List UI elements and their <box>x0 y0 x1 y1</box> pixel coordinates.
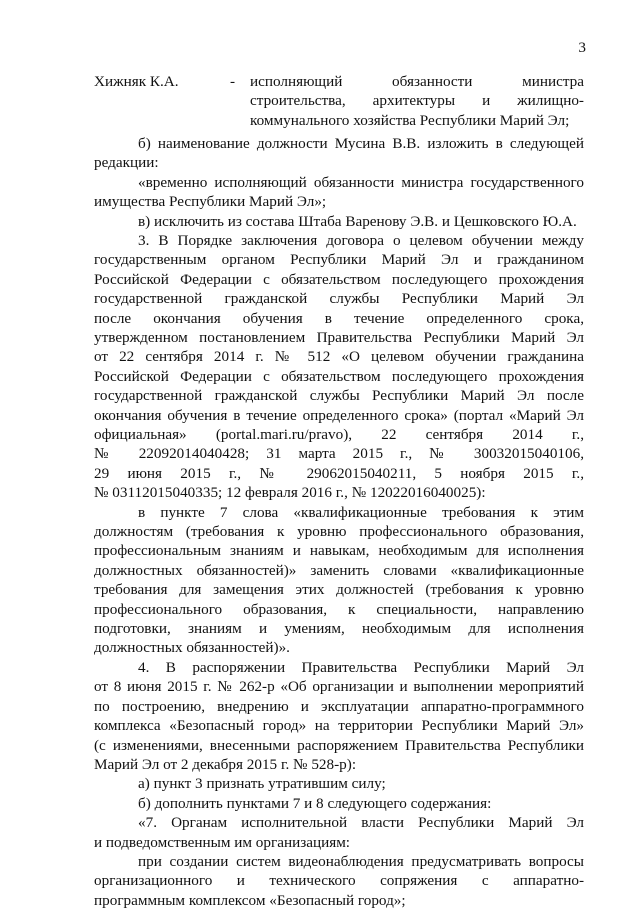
role-line: строительства, архитектуры и жилищно- <box>250 92 584 110</box>
text-line: программным комплексом «Безопасный город»; <box>94 891 406 909</box>
paragraph-b-mussin <box>94 134 584 173</box>
text-line: 29 июня 2015 г., № 29062015040211, 5 ноября 2015 г., <box>94 464 584 482</box>
member-role <box>250 72 584 130</box>
member-dash: - <box>230 73 236 90</box>
text-line: а) пункт 3 признать утратившим силу; <box>138 775 386 793</box>
text-line: № 03112015040335; 12 февраля 2016 г., № 12022016040025): <box>94 484 486 502</box>
text-line: подготовки, знаниям и умениям, необходимым для исполнения <box>94 620 584 638</box>
new-item-7 <box>94 813 584 852</box>
text-line: имущества Республики Марий Эл»; <box>94 193 327 211</box>
new-item-7-text <box>94 852 584 910</box>
role-line: исполняющий обязанности министра <box>250 73 584 90</box>
text-line: редакции: <box>94 154 159 172</box>
text-line: Российской Федерации с обязательством последующего прохождения <box>94 367 584 385</box>
text-line: Российской Федерации с обязательством последующего прохождения <box>94 270 584 288</box>
text-line: при создании систем видеонаблюдения предусматривать вопросы <box>138 853 584 870</box>
section-4-item-b <box>94 794 584 813</box>
text-line: окончания обучения в течение определенного срока» (портал «Марий Эл <box>94 406 584 424</box>
text-line: 4. В распоряжении Правительства Республики Марий Эл <box>138 659 584 676</box>
text-line: должностям (требования к уровню профессионального образования, <box>94 523 584 540</box>
page-number: 3 <box>578 39 586 56</box>
text-line: в) исключить из состава Штаба Варенову Э.В. и Цешковского Ю.А. <box>138 212 577 230</box>
text-line: профессионального образования, к специальности, направлению <box>94 600 584 618</box>
section-4 <box>94 658 584 774</box>
text-line: комплекса «Безопасный город» на территории Республики Марий Эл» <box>94 717 584 735</box>
text-line: официальная» (portal.mari.ru/pravo), 22 сентября 2014 г., <box>94 426 584 444</box>
text-line: после окончания обучения в течение определенного срока, <box>94 309 584 327</box>
text-line: по построению, внедрению и эксплуатации аппаратно-программного <box>94 697 584 715</box>
text-line: должностных обязанностей)». <box>94 639 290 657</box>
text-line: должностных обязанностей)» заменить словами «квалификационные <box>94 561 584 579</box>
text-line: утвержденном постановлением Правительства Республики Марий Эл <box>94 329 584 347</box>
text-line: организационного и технического сопряжения с аппаратно- <box>94 872 584 890</box>
section-3 <box>94 231 584 503</box>
text-line: государственной гражданской службы Республики Марий Эл после <box>94 387 584 405</box>
member-name: Хижняк К.А. <box>94 73 179 90</box>
text-line: 3. В Порядке заключения договора о целевом обучении между <box>138 232 584 249</box>
text-line: Марий Эл от 2 декабря 2015 г. № 528-р): <box>94 756 357 774</box>
text-line: государственной гражданской службы Республики Марий Эл <box>94 290 584 308</box>
quote-acting-minister <box>94 173 584 212</box>
section-4-item-a <box>94 774 584 793</box>
text-line: государственным органом Республики Марий Эл и гражданином <box>94 251 584 269</box>
paragraph-v-exclude <box>94 212 584 231</box>
text-line: «временно исполняющий обязанности министра государственного <box>138 173 584 191</box>
text-line: от 8 июня 2015 г. № 262-р «Об организации и выполнении мероприятий <box>94 678 584 696</box>
text-line: (с изменениями, внесенными распоряжением Правительства Республики <box>94 736 584 754</box>
text-line: б) дополнить пунктами 7 и 8 следующего содержания: <box>138 794 492 812</box>
text-line: «7. Органам исполнительной власти Республики Марий Эл <box>138 814 584 832</box>
text-line: требования для замещения этих должностей (требования к уровню <box>94 581 584 599</box>
staff-member-entry <box>94 72 584 132</box>
text-line: от 22 сентября 2014 г. № 512 «О целевом обучении гражданина <box>94 348 584 366</box>
text-line: в пункте 7 слова «квалификационные требования к этим <box>138 503 584 521</box>
text-line: и подведомственным им организациям: <box>94 833 351 851</box>
section-3-item-7 <box>94 503 584 658</box>
text-line: профессиональным знаниям и навыкам, необходимым для исполнения <box>94 542 584 560</box>
role-line: коммунального хозяйства Республики Марий Эл; <box>250 111 570 129</box>
text-line: б) наименование должности Мусина В.В. изложить в следующей <box>138 135 584 152</box>
text-line: № 22092014040428; 31 марта 2015 г., № 30032015040106, <box>94 445 584 463</box>
